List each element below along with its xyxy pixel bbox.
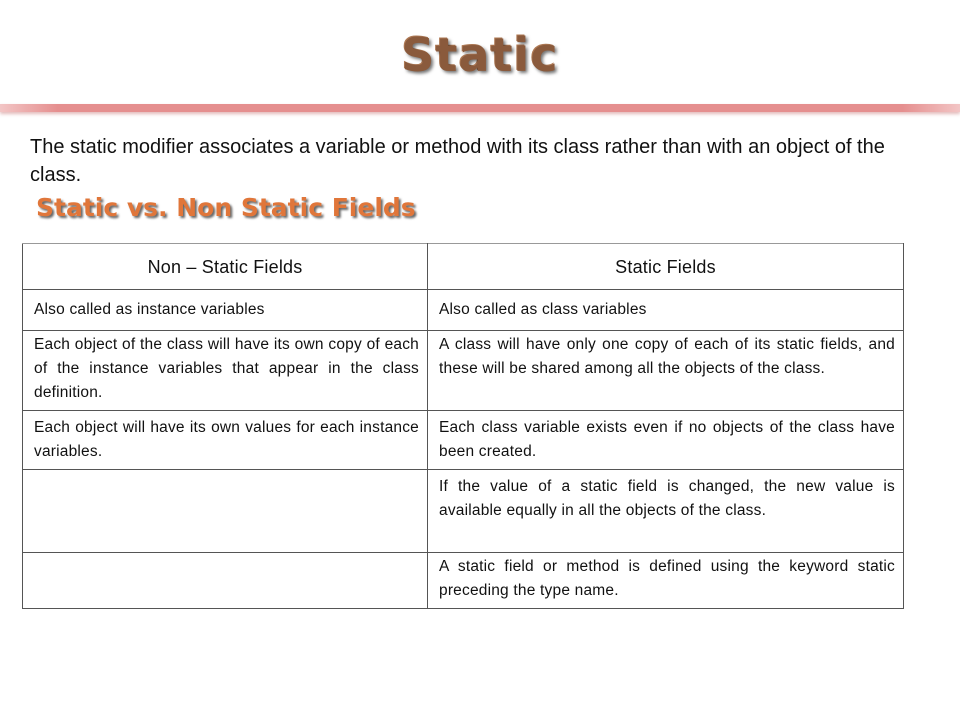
table-row bbox=[23, 331, 904, 411]
header-static: Static Fields bbox=[428, 244, 904, 290]
section-subtitle: Static vs. Non Static Fields bbox=[36, 193, 416, 222]
table-row bbox=[23, 411, 904, 470]
cell-static: If the value of a static field is changed, the new value is available equally in all the objects of the class. bbox=[428, 470, 904, 553]
cell-static: A static field or method is defined using the keyword static preceding the type name. bbox=[428, 553, 904, 609]
header-non-static: Non – Static Fields bbox=[23, 244, 428, 290]
cell-non-static: Also called as instance variables bbox=[23, 290, 428, 331]
cell-static: Each class variable exists even if no objects of the class have been created. bbox=[428, 411, 904, 470]
cell-static: Also called as class variables bbox=[428, 290, 904, 331]
table-header-row bbox=[23, 244, 904, 290]
table-row bbox=[23, 470, 904, 553]
comparison-table bbox=[22, 243, 904, 609]
slide-title: Static bbox=[401, 28, 559, 82]
title-divider bbox=[0, 104, 960, 112]
cell-non-static: Each object will have its own values for each instance variables. bbox=[23, 411, 428, 470]
cell-non-static bbox=[23, 470, 428, 553]
cell-non-static: Each object of the class will have its own copy of each of the instance variables that appear in the class definition. bbox=[23, 331, 428, 411]
table-row bbox=[23, 553, 904, 609]
cell-static: A class will have only one copy of each of its static fields, and these will be shared among all the objects of the class. bbox=[428, 331, 904, 411]
table-row bbox=[23, 290, 904, 331]
intro-paragraph: The static modifier associates a variable or method with its class rather than with an object of the class. bbox=[30, 136, 885, 186]
cell-non-static bbox=[23, 553, 428, 609]
